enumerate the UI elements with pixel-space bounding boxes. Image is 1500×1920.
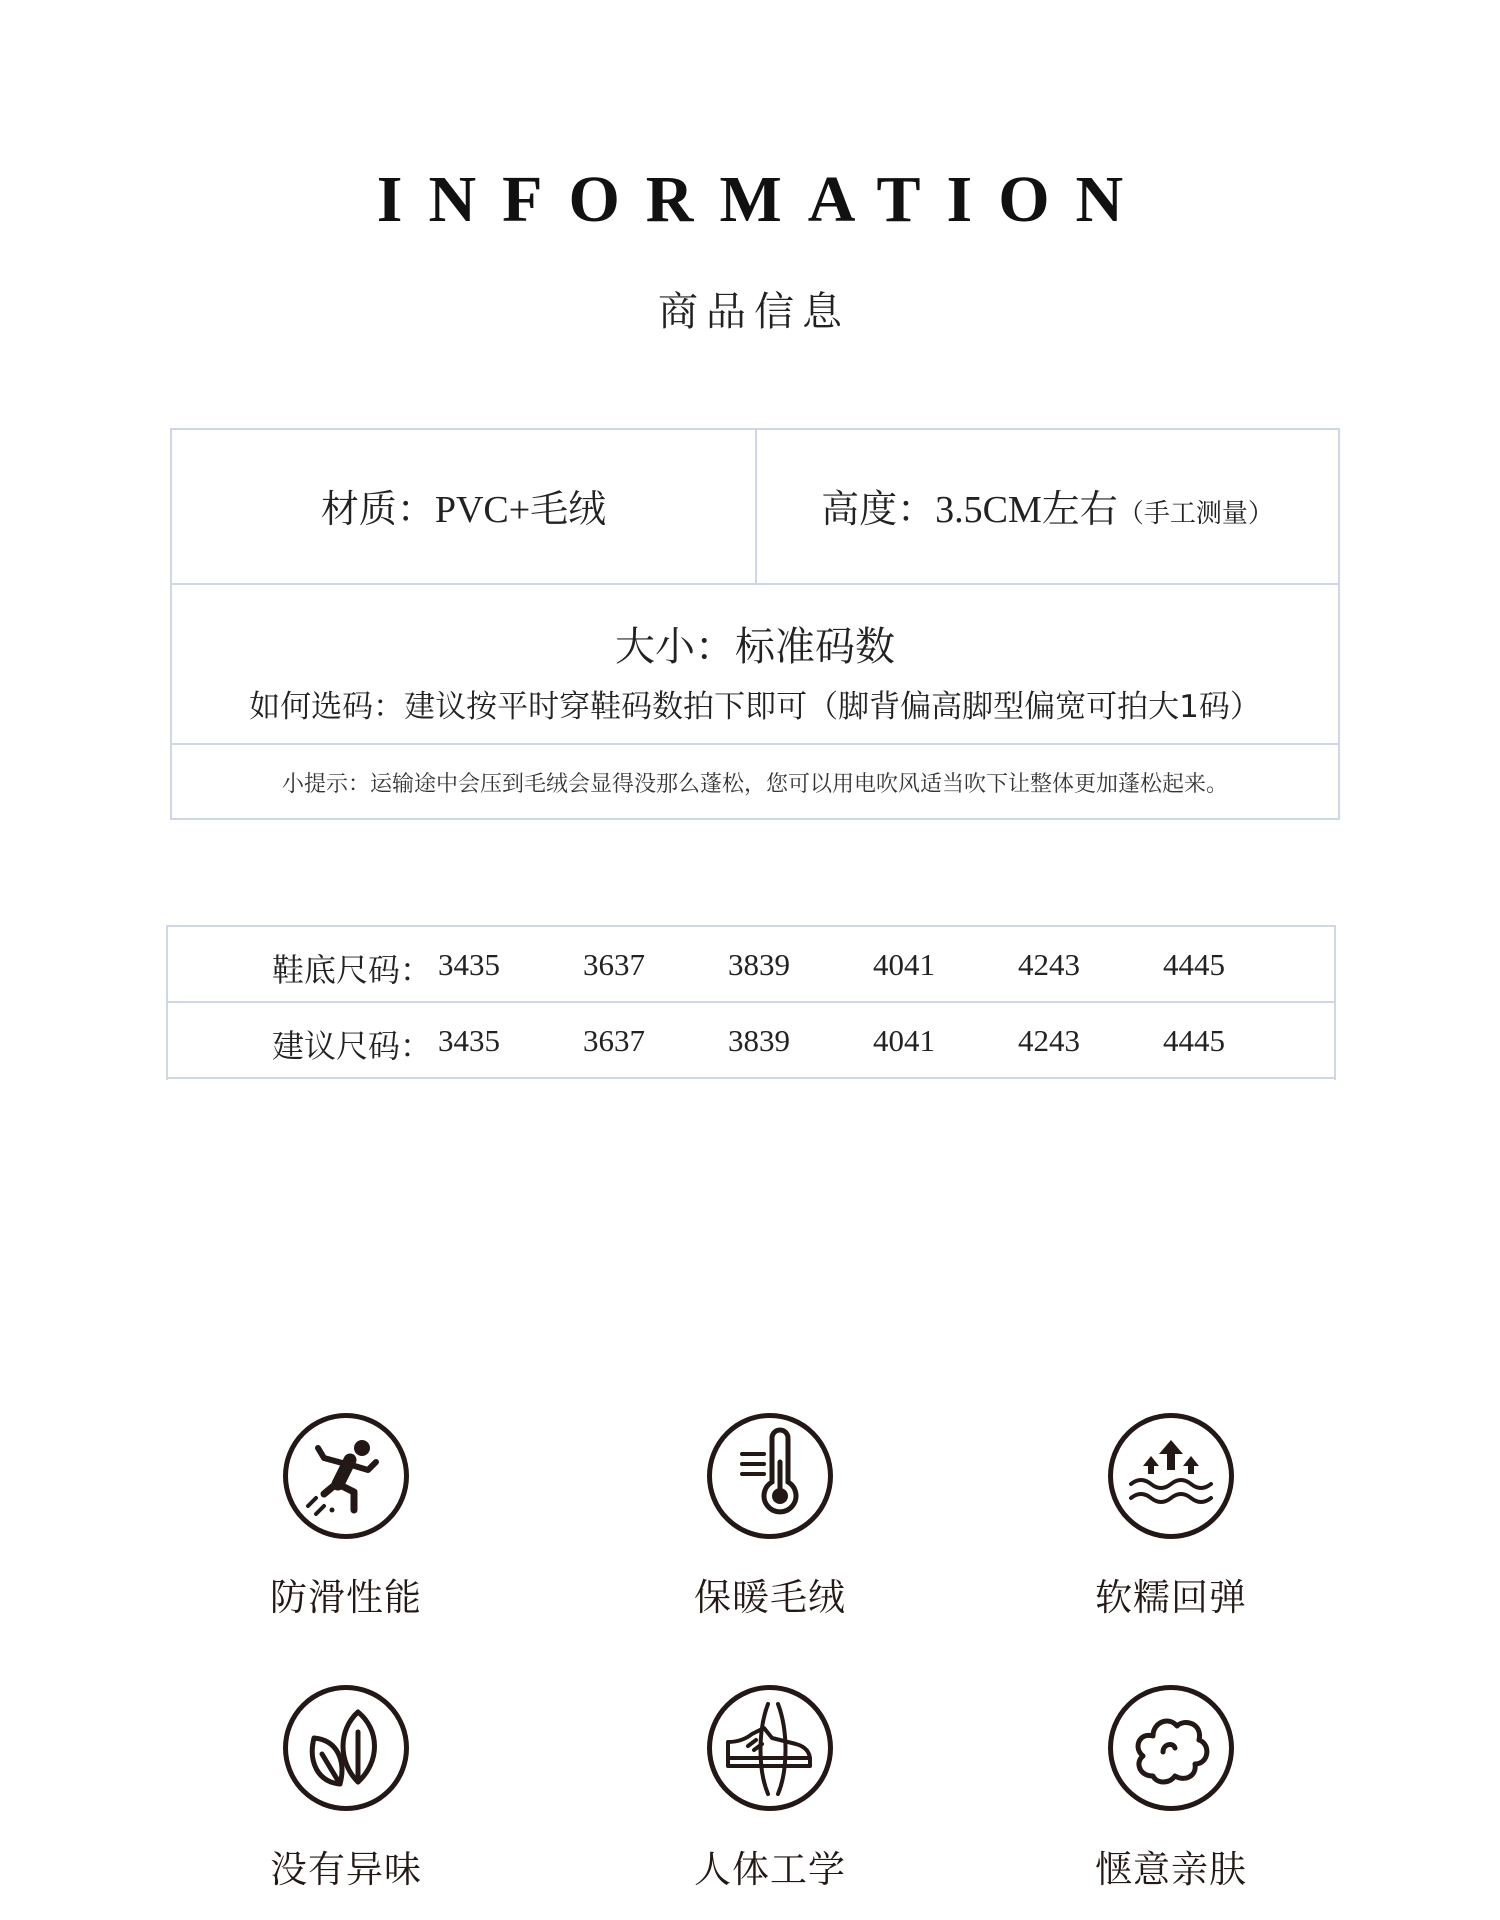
table-cell: 3435: [438, 1023, 500, 1058]
table-cell: 3839: [728, 947, 790, 982]
material-label: 材质：: [320, 487, 435, 531]
info-table: [170, 428, 1340, 820]
row-label: 鞋底尺码：: [272, 951, 433, 989]
height-note: （手工测量）: [1117, 499, 1274, 529]
page-subtitle: 商品信息: [658, 289, 850, 335]
feature-label: 人体工学: [694, 1848, 846, 1891]
feature-warm-plush: [620, 1413, 920, 1621]
table-cell: 4243: [1018, 1023, 1080, 1058]
feature-label: 软糯回弹: [1095, 1576, 1247, 1619]
table-cell: 4445: [1163, 947, 1225, 982]
anti-slip-icon: [283, 1413, 409, 1539]
table-cell: 3637: [583, 1023, 645, 1058]
feature-rebound: [1021, 1413, 1321, 1621]
material-cell: [172, 430, 757, 585]
table-row: [168, 1003, 1334, 1079]
height-value: 3.5CM左右: [935, 489, 1118, 531]
table-cell: 3839: [728, 1023, 790, 1058]
thermometer-icon: [707, 1413, 833, 1539]
tip-text: 小提示：运输途中会压到毛绒会显得没那么蓬松，您可以用电吹风适当吹下让整体更加蓬松起来。: [281, 772, 1228, 797]
table-cell: 3435: [438, 947, 500, 982]
feature-skin-friendly: [1021, 1685, 1321, 1893]
height-label: 高度：: [821, 487, 936, 531]
table-cell: 3637: [583, 947, 645, 982]
material-value: PVC+毛绒: [434, 489, 607, 531]
table-cell: 4041: [873, 1023, 935, 1058]
size-advice: 如何选码：建议按平时穿鞋码数拍下即可（脚背偏高脚型偏宽可拍大1码）: [249, 689, 1261, 725]
rebound-icon: [1108, 1413, 1234, 1539]
leaf-icon: [283, 1685, 409, 1811]
size-cell: [172, 585, 1338, 745]
feature-label: 没有异味: [270, 1848, 422, 1891]
feature-label: 保暖毛绒: [694, 1576, 846, 1619]
tip-cell: [172, 745, 1338, 818]
feature-no-odor: [196, 1685, 496, 1893]
feature-label: 防滑性能: [270, 1576, 422, 1619]
table-cell: 4243: [1018, 947, 1080, 982]
row-label: 建议尺码：: [272, 1027, 433, 1065]
feature-anti-slip: [196, 1413, 496, 1621]
table-cell: 4445: [1163, 1023, 1225, 1058]
page-title: INFORMATION: [376, 163, 1150, 236]
height-cell: [757, 430, 1338, 585]
ergonomic-shoe-icon: [707, 1685, 833, 1811]
feature-label: 惬意亲肤: [1095, 1848, 1247, 1891]
feature-ergonomic: [620, 1685, 920, 1893]
size-table: [166, 925, 1336, 1080]
table-row: [168, 927, 1334, 1003]
size-title: 大小：标准码数: [615, 624, 895, 670]
cotton-icon: [1108, 1685, 1234, 1811]
table-cell: 4041: [873, 947, 935, 982]
